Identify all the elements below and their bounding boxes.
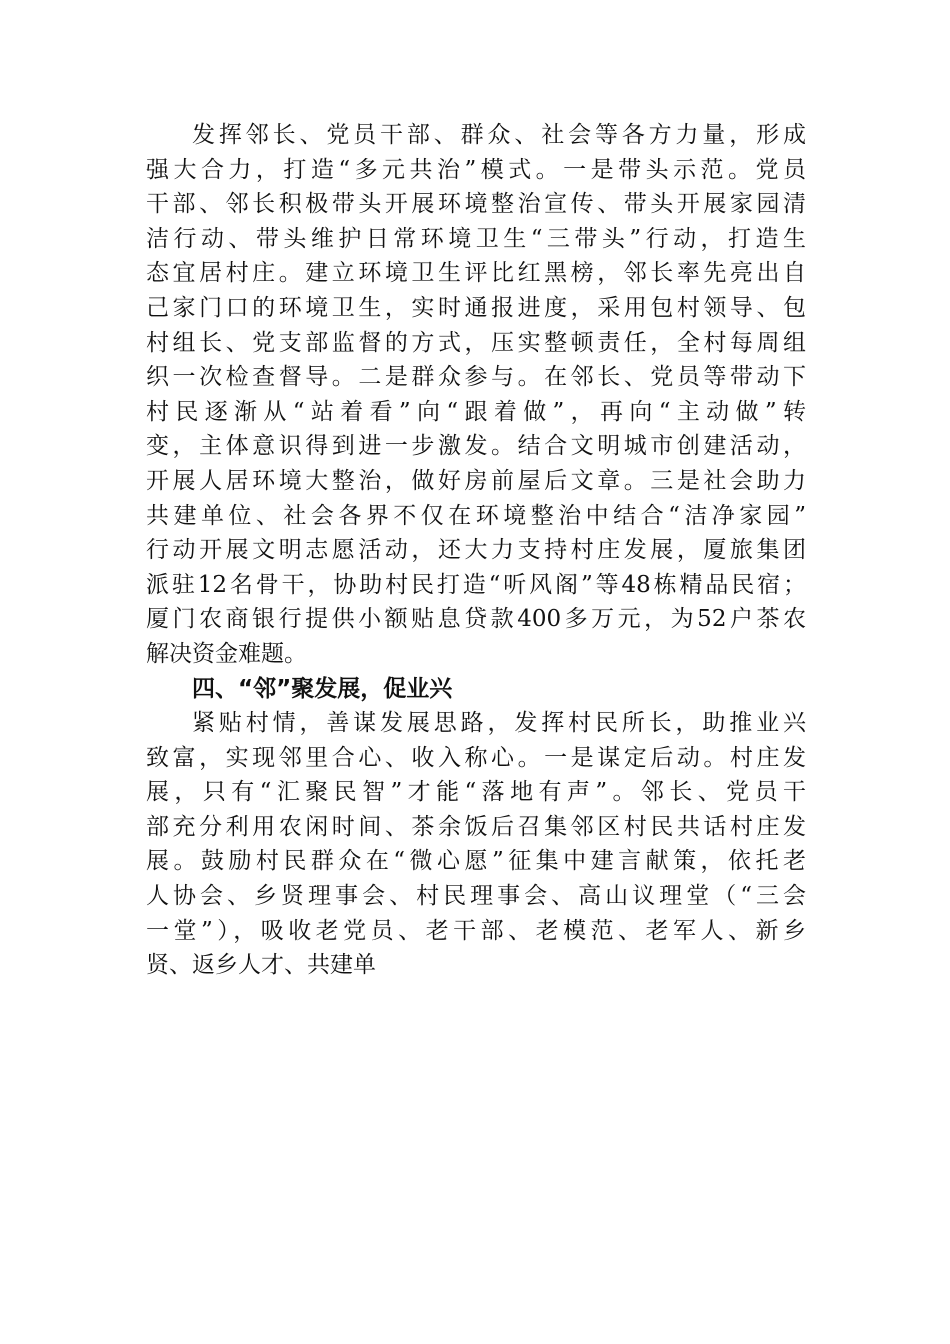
- paragraph-2-line: 人协会、乡贤理事会、村民理事会、高山议理堂（“三会: [146, 883, 806, 910]
- paragraph-1-line: 共建单位、社会各界不仅在环境整治中结合“洁净家园”: [146, 502, 806, 529]
- paragraph-1-line: 强大合力，打造“多元共治”模式。一是带头示范。党员: [146, 156, 806, 183]
- paragraph-1-line: 派驻12名骨干，协助村民打造“听风阁”等48栋精品民宿；: [146, 571, 806, 598]
- paragraph-1-line: 开展人居环境大整治，做好房前屋后文章。三是社会助力: [146, 467, 806, 494]
- paragraph-2-line: 贤、返乡人才、共建单: [146, 952, 376, 979]
- paragraph-1-line: 解决资金难题。: [146, 640, 307, 667]
- paragraph-1-line: 行动开展文明志愿活动，还大力支持村庄发展，厦旅集团: [146, 537, 806, 564]
- paragraph-1-line: 村民逐渐从“站着看”向“跟着做”，再向“主动做”转: [146, 398, 806, 425]
- paragraph-1-line: 态宜居村庄。建立环境卫生评比红黑榜，邻长率先亮出自: [146, 260, 806, 287]
- paragraph-2-line: 展，只有“汇聚民智”才能“落地有声”。邻长、党员干: [146, 779, 806, 806]
- paragraph-2-line: 展。鼓励村民群众在“微心愿”征集中建言献策，依托老: [146, 848, 806, 875]
- paragraph-2-line: 部充分利用农闲时间、茶余饭后召集邻区村民共话村庄发: [146, 813, 806, 840]
- document-body: [146, 118, 806, 983]
- paragraph-1-line: 变，主体意识得到进一步激发。结合文明城市创建活动，: [146, 433, 806, 460]
- paragraph-1-line: 洁行动、带头维护日常环境卫生“三带头”行动，打造生: [146, 225, 806, 252]
- paragraph-1-line: 村组长、党支部监督的方式，压实整顿责任，全村每周组: [146, 329, 806, 356]
- section-heading: 四、“邻”聚发展，促业兴: [192, 675, 453, 702]
- paragraph-1-line: 厦门农商银行提供小额贴息贷款400多万元，为52户茶农: [146, 606, 806, 633]
- paragraph-1-line: 己家门口的环境卫生，实时通报进度，采用包村领导、包: [146, 294, 806, 321]
- paragraph-1-line: 发挥邻长、党员干部、群众、社会等各方力量，形成: [192, 122, 806, 148]
- paragraph-2-line: 紧贴村情，善谋发展思路，发挥村民所长，助推业兴: [192, 710, 806, 737]
- paragraph-2-line: 致富，实现邻里合心、收入称心。一是谋定后动。村庄发: [146, 744, 806, 771]
- paragraph-2-line: 一堂”），吸收老党员、老干部、老模范、老军人、新乡: [146, 917, 806, 944]
- paragraph-1-line: 织一次检查督导。二是群众参与。在邻长、党员等带动下: [146, 364, 806, 391]
- paragraph-1-line: 干部、邻长积极带头开展环境整治宣传、带头开展家园清: [146, 191, 806, 218]
